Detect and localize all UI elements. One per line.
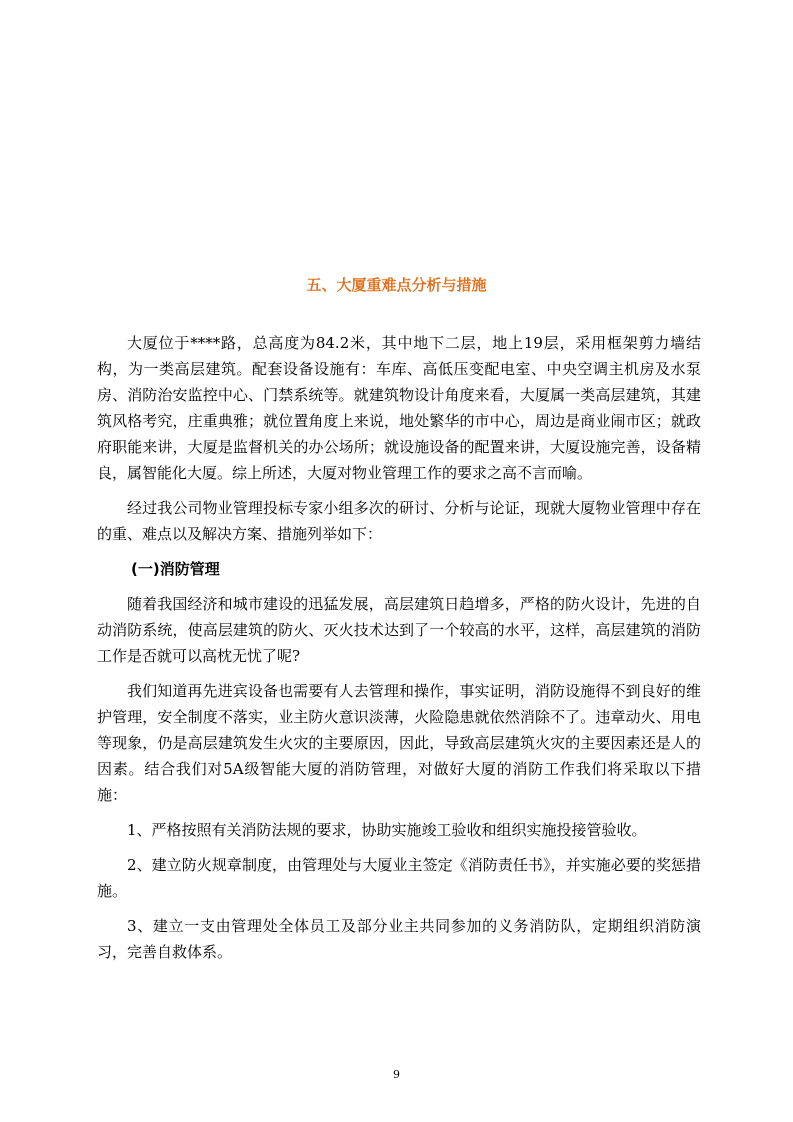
section-paragraph: 我们知道再先进宾设备也需要有人去管理和操作，事实证明，消防设施得不到良好的维护管理，安全制度不落实，业主防火意识淡薄，火险隐患就依然消除不了。违章动火、用电等现象，仍是高层建筑发生火灾的主要原因，因此，导致高层建筑火灾的主要因素还是人的因素。结合我们对5A级智能大厦的消防管理，对做好大厦的消防工作我们将采取以下措施： (97, 682, 701, 804)
measure-item: 3、建立一支由管理处全体员工及部分业主共同参加的义务消防队，定期组织消防演习，完善自救体系。 (97, 917, 701, 961)
body-text (97, 330, 701, 974)
section-paragraph: 随着我国经济和城市建设的迅猛发展，高层建筑日趋增多，严格的防火设计，先进的自动消防系统，使高层建筑的防火、灭火技术达到了一个较高的水平，这样，高层建筑的消防工作是否就可以高枕无忧了呢? (97, 595, 701, 665)
measure-item: 2、建立防火规章制度，由管理处与大厦业主签定《消防责任书》，并实施必要的奖惩措施。 (97, 856, 701, 900)
intro-paragraph: 经过我公司物业管理投标专家小组多次的研讨、分析与论证，现就大厦物业管理中存在的重、难点以及解决方案、措施列举如下： (97, 499, 701, 543)
section-heading: 五、大厦重难点分析与措施 (306, 276, 487, 294)
subsection-title: (一)消防管理 (131, 560, 220, 578)
page-number: 9 (393, 1068, 400, 1081)
measure-item: 1、严格按照有关消防法规的要求，协助实施竣工验收和组织实施投接管验收。 (127, 821, 647, 839)
intro-paragraph: 大厦位于****路，总高度为84.2米，其中地下二层，地上19层，采用框架剪力墙结构，为一类高层建筑。配套设备设施有：车库、高低压变配电室、中央空调主机房及水泵房、消防治安监控中心、门禁系统等。就建筑物设计角度来看，大厦属一类高层建筑，其建筑风格考究，庄重典雅；就位置角度上来说，地处繁华的市中心，周边是商业闹市区；就政府职能来讲，大厦是监督机关的办公场所；就设施设备的配置来讲，大厦设施完善，设备精良，属智能化大厦。综上所述，大厦对物业管理工作的要求之高不言而喻。 (97, 334, 701, 482)
